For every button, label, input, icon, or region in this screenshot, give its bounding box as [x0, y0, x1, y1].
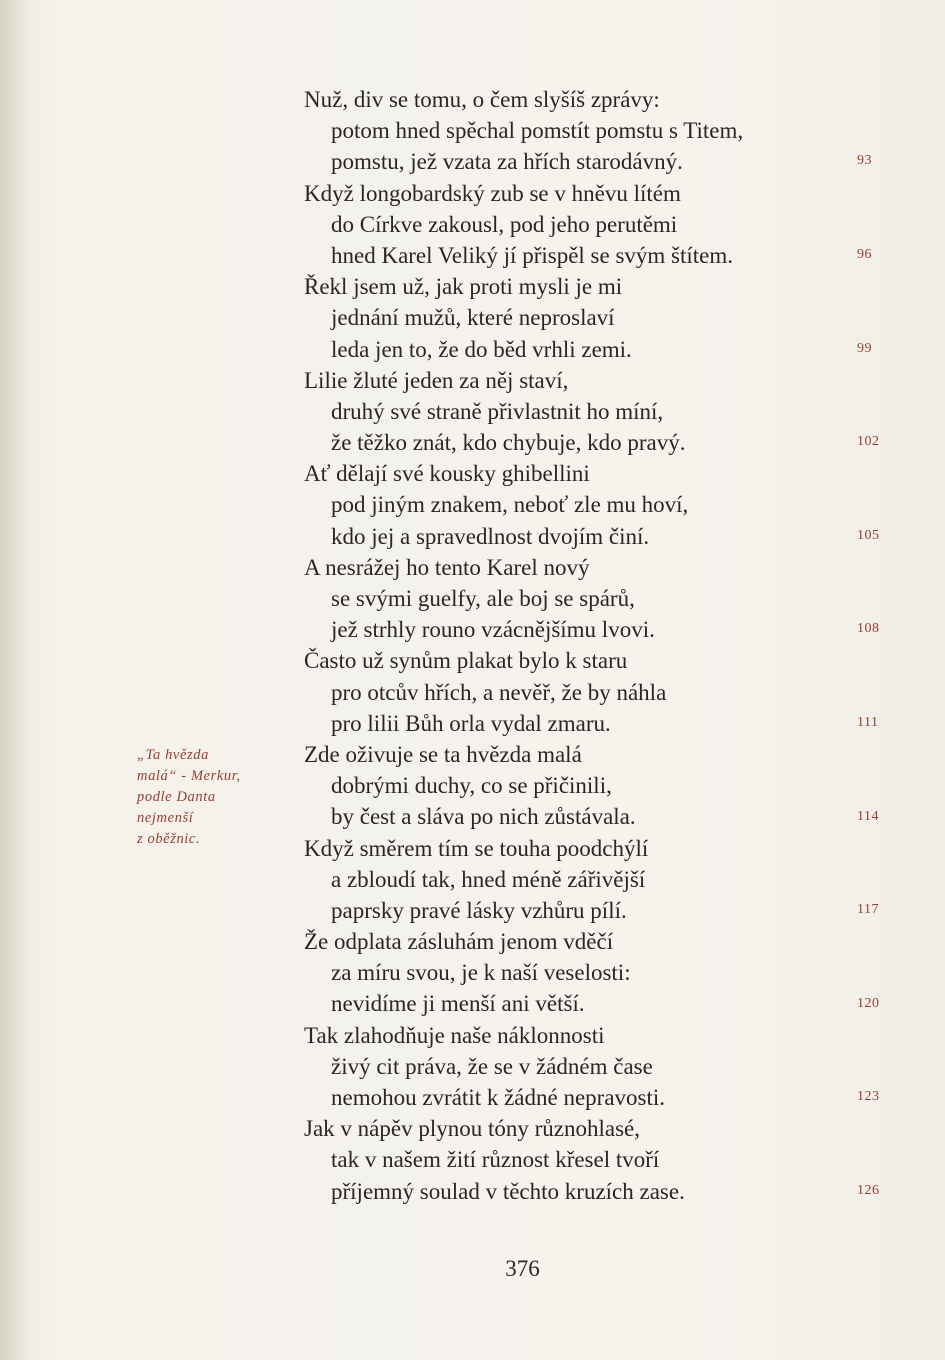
line-number: 99	[857, 340, 872, 356]
gloss-line: „Ta hvězda	[137, 747, 209, 763]
verse-line: za míru svou, je k naší veselosti:	[331, 960, 631, 986]
verse-line: že těžko znát, kdo chybuje, kdo pravý.	[331, 430, 686, 456]
verse-line: Tak zlahodňuje naše náklonnosti	[304, 1022, 605, 1048]
verse-line: tak v našem žití různost křesel tvoří	[331, 1147, 660, 1173]
line-number: 105	[857, 527, 880, 543]
verse-line: Často už synům plakat bylo k staru	[304, 648, 628, 674]
gloss-line: malá“ - Merkur,	[137, 768, 241, 784]
verse-line: Nuž, div se tomu, o čem slyšíš zprávy:	[304, 87, 660, 112]
verse-line: by čest a sláva po nich zůstávala.	[331, 804, 636, 830]
verse-line: Že odplata zásluhám jenom vděčí	[304, 929, 614, 955]
line-number: 123	[857, 1089, 880, 1105]
verse-line: pro lilii Bůh orla vydal zmaru.	[331, 710, 611, 736]
verse-line: Ať dělají své kousky ghibellini	[304, 461, 590, 487]
verse-line: nemohou zvrátit k žádné nepravosti.	[331, 1085, 666, 1110]
verse-line: Řekl jsem už, jak proti mysli je mi	[304, 274, 623, 300]
verse-line: Jak v nápěv plynou tóny různohlasé,	[304, 1116, 640, 1142]
line-number: 93	[857, 153, 872, 169]
verse-line: Když longobardský zub se v hněvu lítém	[304, 180, 681, 206]
verse-line: jež strhly rouno vzácnějšímu lvovi.	[331, 617, 655, 643]
page-number: 376	[505, 1256, 540, 1281]
verse-line: živý cit práva, že se v žádném čase	[331, 1053, 653, 1079]
verse-line: A nesrážej ho tento Karel nový	[304, 554, 590, 580]
gloss-line: podle Danta	[137, 789, 216, 805]
verse-line: pod jiným znakem, neboť zle mu hoví,	[331, 492, 689, 518]
verse-line: potom hned spěchal pomstít pomstu s Titem,	[331, 118, 744, 144]
line-number: 120	[857, 995, 880, 1011]
verse-line: leda jen to, že do běd vrhli zemi.	[331, 336, 632, 362]
gutter-shadow	[0, 0, 30, 1360]
verse-line: hned Karel Veliký jí přispěl se svým štítem.	[331, 242, 734, 268]
verse-line: nevidíme ji menší ani větší.	[331, 991, 585, 1017]
line-number: 102	[857, 434, 880, 450]
verse-line: do Církve zakousl, pod jeho perutěmi	[331, 211, 678, 237]
line-number: 108	[857, 621, 880, 637]
verse-line: a zbloudí tak, hned méně zářivější	[331, 866, 646, 892]
verse-line: kdo jej a spravedlnost dvojím činí.	[331, 523, 650, 549]
poem-text	[304, 84, 864, 1207]
line-number: 117	[857, 902, 879, 918]
verse-line: Lilie žluté jeden za něj staví,	[304, 367, 569, 393]
line-number: 114	[857, 808, 879, 824]
verse-line: druhý své straně přivlastnit ho míní,	[331, 398, 664, 424]
verse-line: Když směrem tím se touha poodchýlí	[304, 835, 649, 861]
gloss-line: nejmenší	[137, 810, 194, 826]
verse-line: pomstu, jež vzata za hřích starodávný.	[331, 149, 683, 175]
verse-line: pro otcův hřích, a nevěř, že by náhla	[331, 679, 667, 705]
verse-line: se svými guelfy, ale boj se spárů,	[331, 586, 635, 611]
verse-line: dobrými duchy, co se přičinili,	[331, 773, 612, 799]
line-number: 96	[857, 247, 872, 262]
verse-line: Zde oživuje se ta hvězda malá	[304, 741, 582, 767]
margin-gloss	[137, 745, 287, 850]
verse-line: jednání mužů, které neproslaví	[331, 305, 615, 331]
gloss-line: z oběžnic.	[137, 831, 201, 847]
line-number: 111	[857, 715, 879, 730]
line-number: 126	[857, 1183, 880, 1198]
verse-line: paprsky pravé lásky vzhůru pílí.	[331, 897, 627, 923]
verse-line: příjemný soulad v těchto kruzích zase.	[331, 1178, 685, 1204]
